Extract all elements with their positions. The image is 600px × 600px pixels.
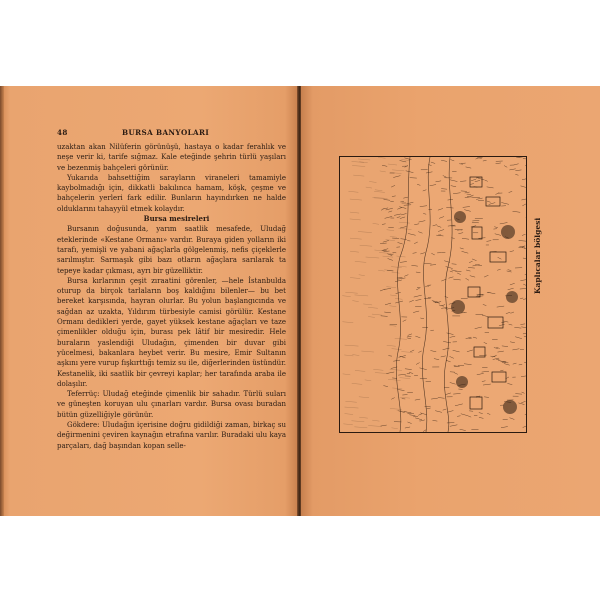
body-text — [57, 142, 286, 451]
page-number: 48 — [57, 128, 68, 137]
left-page — [0, 86, 298, 516]
paragraph: Gökdere: Uludağın içerisine doğru gidildiği zaman, birkaç su değirmenini çeviren kaynağın etrafına varılır. Buradaki ulu kaya parçaları, dağ başından kopan selle- — [57, 421, 286, 450]
paragraph: uzaktan akan Nilüferin görünüşü, hastaya o kadar ferahlık ve neşe verir ki, tarife sığmaz. Kale eteğinde şehrin türlü yaşıları ve bezenmiş bahçeleri görünür. — [57, 143, 286, 172]
illustration-caption: Kaplıcalar bölgesi — [533, 217, 542, 294]
paragraph: Bursa kırlarının çeşit zıraatini görenler, —hele İstanbulda oturup da birçok tarlaların boş kaldığını bilenler— bu bet bereket karşısında, hayran olurlar. Bu yolun başlangıcında ve sağdan az uzakta, Yıldırım türbesiyle camisi görülür. Kestane Ormanı dedikleri yerde, gayet yüksek kestane ağaçları ve taze çimenlikler olduğu için, burası pek lâtif bir mesiredir. Hele buraların yaslendiği Uludağın, çimenden bir duvar gibi yücelmesi, bakanlara heybet verir. Bu mesire, Emir Sultanın aşkını yere vurup fışkırttığı temiz su ile, diğerlerinden üstündür. Kestanelik, iki saatlik bir çevreyi kaplar; her tarafında araba ile dolaşılır. — [57, 276, 286, 388]
paragraph: Bursanın doğusunda, yarım saatlik mesafede, Uludağ eteklerinde «Kestane Ormanı» vardır. Buraya giden yolların iki tarafı, yemişli ve yabani ağaçlarla gölgelenmiş, nefis çiçeklerle sarılmıştır. Sarmaşık gibi bazı otların ağaçlara sarılarak ta tepeye kadar çıkması, ayrı bir güzelliktir. — [57, 225, 286, 275]
engraving-illustration — [339, 156, 527, 433]
paragraph: Teferrüç: Uludağ eteğinde çimenlik bir sahadır. Türlü suları ve güneşten koruyan ulu çınarları vardır. Bursa ovası buradan bütün güzelliğiyle görünür. — [57, 390, 286, 419]
paragraph: Yukarıda bahsettiğim sarayların viraneleri tamamiyle kaybolmadığı için, dikkatli bakılınca hamam, köşk, çeşme ve bahçelerin yerleri fark edilir. Bunların hayındırken ne halde olduklarını tahayyül etmek kolaydır. — [57, 173, 286, 213]
running-title: BURSA BANYOLARI — [122, 128, 210, 137]
section-heading: Bursa mesireleri — [143, 214, 210, 224]
right-page — [301, 86, 600, 516]
book-spread — [0, 86, 600, 516]
